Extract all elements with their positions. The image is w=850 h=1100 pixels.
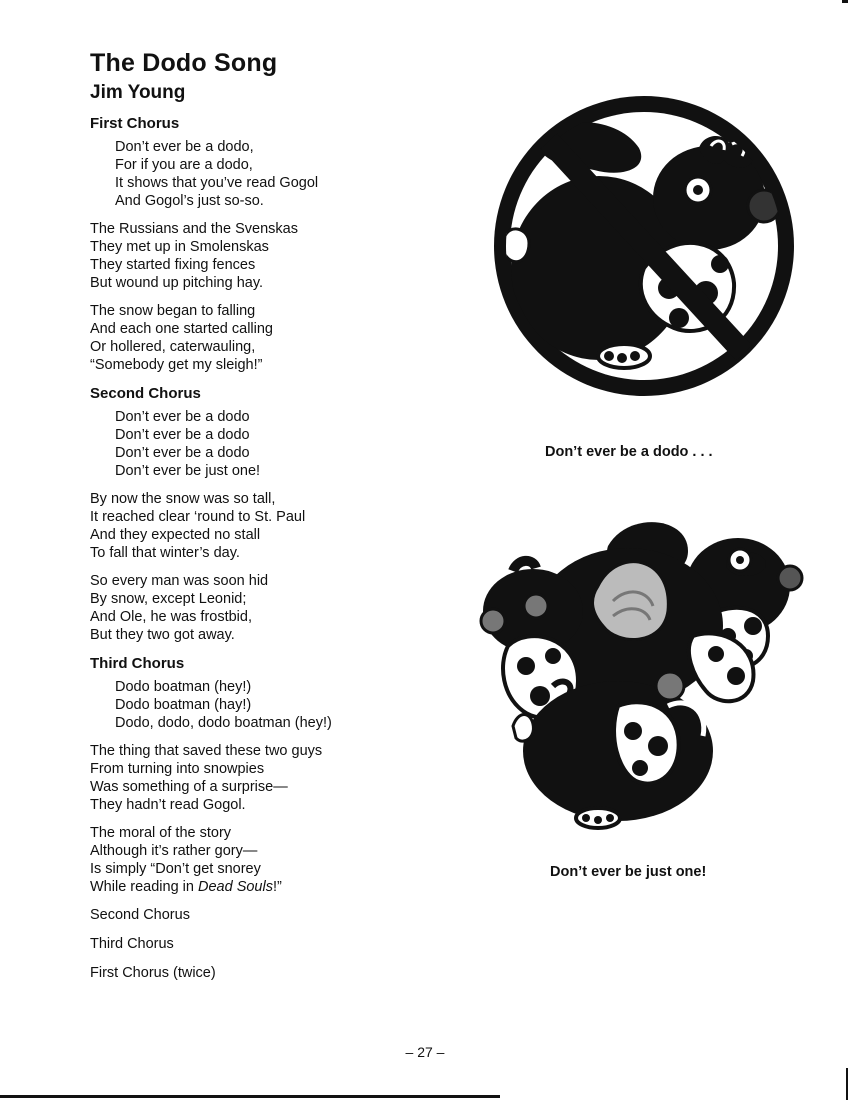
verse-1 (90, 220, 420, 292)
second-chorus-stanza (90, 408, 420, 480)
lyric-line: And Gogol’s just so-so. (115, 193, 264, 209)
third-chorus-heading: Third Chorus (90, 655, 185, 672)
lyric-line: It shows that you’ve read Gogol (115, 175, 319, 191)
repeat-first-chorus: First Chorus (twice) (90, 965, 216, 981)
lyric-line: By snow, except Leonid; (90, 591, 247, 607)
lyric-line: Dodo, dodo, dodo boatman (hey!) (115, 715, 332, 731)
scan-edge-bottom (0, 1095, 500, 1098)
lyric-fragment: While reading in (90, 879, 198, 895)
verse-5 (90, 742, 420, 814)
lyric-line: They hadn’t read Gogol. (90, 797, 246, 813)
lyric-line: Don’t ever be a dodo (115, 409, 250, 425)
repeat-third-chorus: Third Chorus (90, 936, 174, 952)
prohibition-illustration (474, 78, 824, 418)
lyric-line: Is simply “Don’t get snorey (90, 861, 261, 877)
song-column (90, 46, 420, 993)
top-caption: Don’t ever be a dodo . . . (545, 444, 713, 460)
lyric-line: The snow began to falling (90, 303, 256, 319)
lyric-line: The thing that saved these two guys (90, 743, 323, 759)
lyric-line: Dodo boatman (hey!) (115, 679, 252, 695)
lyric-line: And they expected no stall (90, 527, 261, 543)
lyric-line: But wound up pitching hay. (90, 275, 264, 291)
first-chorus-stanza (90, 138, 420, 210)
verse-6 (90, 824, 420, 896)
lyric-line: Was something of a surprise— (90, 779, 288, 795)
lyric-line: It reached clear ‘round to St. Paul (90, 509, 306, 525)
no-dodo-prohibition-icon (474, 78, 824, 418)
lyric-line: Dodo boatman (hay!) (115, 697, 252, 713)
lyric-line: By now the snow was so tall, (90, 491, 276, 507)
lyric-line (90, 878, 420, 896)
scan-edge-corner (842, 0, 848, 3)
lyric-line: The moral of the story (90, 825, 232, 841)
song-author: Jim Young (90, 82, 186, 103)
lyric-line: Don’t ever be a dodo (115, 445, 250, 461)
lyric-line: Don’t ever be a dodo, (115, 139, 254, 155)
lyric-line: So every man was soon hid (90, 573, 269, 589)
lyric-line: They started fixing fences (90, 257, 256, 273)
second-chorus-heading: Second Chorus (90, 385, 201, 402)
song-title: The Dodo Song (90, 49, 278, 77)
scan-edge-right (846, 1068, 848, 1100)
flock-drawing (468, 506, 818, 836)
lyric-line: For if you are a dodo, (115, 157, 253, 173)
lyric-line: Don’t ever be just one! (115, 463, 261, 479)
lyric-line: And Ole, he was frostbid, (90, 609, 252, 625)
first-chorus-heading: First Chorus (90, 115, 180, 132)
lyric-line: “Somebody get my sleigh!” (90, 357, 263, 373)
lyric-line: And each one started calling (90, 321, 273, 337)
lyric-line: They met up in Smolenskas (90, 239, 269, 255)
dodo-flock-illustration (468, 506, 818, 836)
lyric-line: Don’t ever be a dodo (115, 427, 250, 443)
book-title: Dead Souls (198, 879, 273, 895)
lyric-line: Although it’s rather gory— (90, 843, 258, 859)
lyric-line: From turning into snowpies (90, 761, 265, 777)
lyric-line: To fall that winter’s day. (90, 545, 240, 561)
verse-4 (90, 572, 420, 644)
page-number: – 27 – (405, 1044, 445, 1060)
repeat-second-chorus: Second Chorus (90, 907, 190, 923)
verse-2 (90, 302, 420, 374)
bottom-caption: Don’t ever be just one! (550, 864, 707, 880)
lyric-line: Or hollered, caterwauling, (90, 339, 256, 355)
lyric-line: But they two got away. (90, 627, 235, 643)
lyric-line: The Russians and the Svenskas (90, 221, 298, 237)
verse-3 (90, 490, 420, 562)
third-chorus-stanza (90, 678, 420, 732)
lyric-fragment: !” (272, 879, 282, 895)
